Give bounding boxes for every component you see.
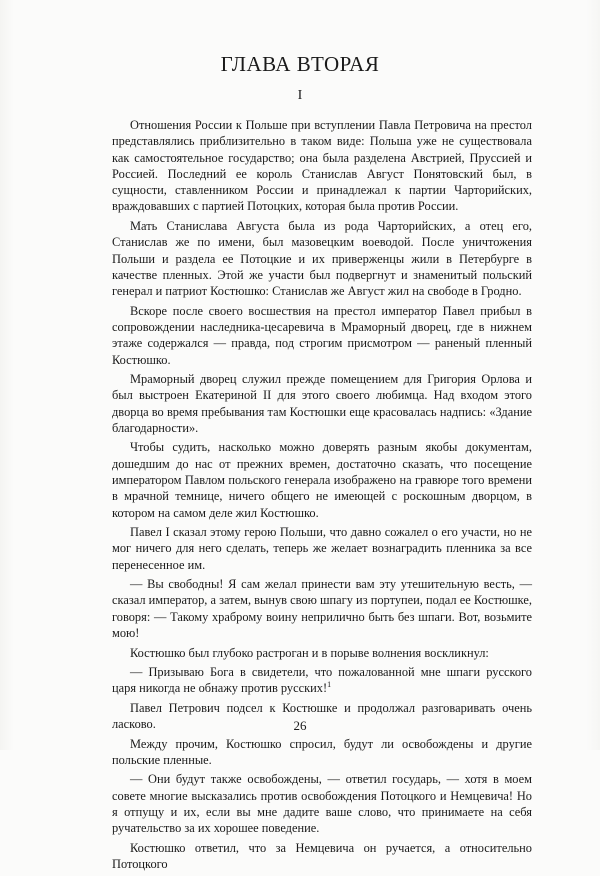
paragraph: — Они будут также освобождены, — ответил государь, — хотя в моем совете многие высказались против освобождения Потоцкого и Немцевича! Но я отпущу и их, если вы мне дадите ваше слово, что принимаете на себя ручательство за их хорошее поведение. [112, 772, 532, 836]
body-text [112, 117, 532, 876]
paragraph-with-footnote [112, 664, 532, 697]
page-number: 26 [293, 718, 307, 733]
paragraph: Вскоре после своего восшествия на престол император Павел прибыл в сопровождении наследника-цесаревича в Мраморный дворец, где в нижнем этаже содержался — правда, под строгим присмотром — раненый пленный Костюшко. [112, 303, 532, 367]
paragraph: — Вы свободны! Я сам желал принести вам эту утешительную весть, — сказал император, а затем, вынув свою шпагу из портупеи, подал ее Костюшке, говоря: — Такому храброму воину неприлично быть без шпаги. Вот, возьмите мою! [112, 577, 532, 641]
paragraph: Павел Петрович подсел к Костюшке и продолжал разговаривать очень ласково. [112, 700, 532, 732]
paragraph: Костюшко ответил, что за Немцевича он ручается, а относительно Потоцкого [112, 840, 532, 872]
footnote-marker: 1 [327, 680, 332, 690]
paragraph: Чтобы судить, насколько можно доверять разным якобы документам, дошедшим до нас от прежних времен, достаточно сказать, что посещение императором Павлом польского генерала изображено на гравюре того времени в мрачной темнице, ничего общего не имеющей с роскошным дворцом, в котором на самом деле жил Костюшко. [112, 440, 532, 520]
chapter-title: ГЛАВА ВТОРАЯ [220, 52, 380, 76]
paragraph-text: — Призываю Бога в свидетели, что пожалованной мне шпаги русского царя никогда не обнажу против русских! [112, 665, 532, 696]
paragraph: Мать Станислава Августа была из рода Чарторийских, а отец его, Станислав же по имени, был мазовецким воеводой. После уничтожения Польши и раздела ее Потоцкие и их приверженцы жили в Петербурге в качестве пленных. Этой же участи был подвергнут и знаменитый польский генерал и патриот Костюшко: Станислав же Август жил на свободе в Гродно. [112, 218, 532, 299]
section-number: I [297, 88, 303, 103]
paragraph: Павел I сказал этому герою Польши, что давно сожалел о его участи, но не мог ничего для него сделать, теперь же желает вознаградить пленника за все перенесенное им. [112, 525, 532, 572]
paragraph: Мраморный дворец служил прежде помещением для Григория Орлова и был выстроен Екатериной II для этого своего любимца. Над входом этого дворца во время пребывания там Костюшки еще красовалась надпись: «Здание благодарности». [112, 372, 532, 435]
paragraph: Между прочим, Костюшко спросил, будут ли освобождены и другие польские пленные. [112, 736, 532, 767]
paragraph: Костюшко был глубоко растроган и в порыве волнения воскликнул: [130, 645, 489, 660]
paragraph: Отношения России к Польше при вступлении Павла Петровича на престол представлялись приблизительно в таком виде: Польша уже не существовала как самостоятельное государство; она была разделена Австрией, Пруссией и Россией. Последний ее король Станислав Август Понятовский был, в сущности, ставленником России и принадлежал к партии Чарторийских, враждовавших с партией Потоцких, которая была против России. [112, 118, 532, 214]
